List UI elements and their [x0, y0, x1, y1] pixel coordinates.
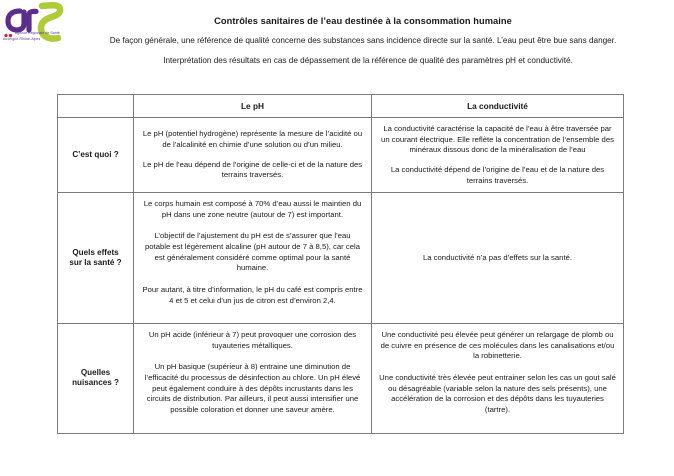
logo-a-stroke — [8, 11, 24, 30]
row-label-effets-sante: Quels effets sur la santé ? — [58, 193, 134, 324]
row-label-cest-quoi: C’est quoi ? — [58, 118, 134, 193]
row-label-nuisances: Quelles nuisances ? — [58, 324, 134, 433]
column-header-conductivity: La conductivité — [372, 95, 624, 118]
page-title: Contrôles sanitaires de l’eau destinée à la consommation humaine — [214, 16, 512, 26]
document-header — [57, 16, 669, 67]
intro-paragraph-2: Interprétation des résultats en cas de dépassement de la référence de qualité des paramètres pH et conductivité. — [163, 56, 573, 66]
paragraph: La conductivité n’a pas d’effets sur la santé. — [422, 252, 572, 262]
paragraph: L’objectif de l’ajustement du pH est de s’assurer que l’eau potable est légèrement alcaline (pH autour de 7 à 8,5), car cela est généralement considéré comme optimal pour la santé humaine. — [145, 231, 360, 273]
paragraph: Une conductivité peu élevée peut générer un relargage de plomb ou de cuivre en présence de ces molécules dans les canalisations et/ou la robinetterie. — [380, 330, 615, 361]
table-row — [58, 324, 624, 433]
cell-ph-nuisances — [134, 324, 372, 433]
comparison-table-wrap — [57, 94, 623, 434]
comparison-table — [57, 94, 624, 434]
logo-region: Auvergne-Rhône-Alpes — [3, 37, 41, 41]
cell-conductivity-nuisances — [372, 324, 624, 433]
paragraph: Un pH basique (supérieur à 8) entraine une diminution de l’efficacité du processus de désinfection au chlore. Un pH élevé peut également conduire à des dépôts incrustants dans les circuits de distribution. Par ailleurs, il peut aussi intensifier une possible coloration et donner une saveur amère. — [144, 362, 361, 414]
intro-paragraph-1: De façon générale, une référence de qualité concerne des substances sans incidence directe sur la santé. L’eau peut être bue sans danger. — [109, 36, 617, 46]
paragraph: Une conductivité très élevée peut entrainer selon les cas un gout salé ou désagréable (variable selon la nature des sels présents), une accélération de la corrosion et des dépôts dans les tuyauteries (tartre). — [379, 373, 616, 414]
paragraph: Le corps humain est composé à 70% d’eau aussi le maintien du pH dans une zone neutre (autour de 7) est important. — [143, 199, 362, 219]
table-row — [58, 193, 624, 324]
cell-conductivity-cest-quoi — [372, 118, 624, 193]
cell-conductivity-effets-sante — [372, 193, 624, 324]
logo-r-stroke — [29, 11, 36, 30]
paragraph: Pour autant, à titre d’information, le pH du café est compris entre 4 et 5 et celui d’un jus de citron est d’environ 2,4. — [142, 284, 363, 305]
paragraph: Un pH acide (inférieur à 7) peut provoquer une corrosion des tuyauteries métalliques. — [148, 330, 357, 350]
paragraph: Le pH (potentiel hydrogène) représente la mesure de l’acidité ou de l’alcalinité en chimie d’une solution ou d’un milieu. — [142, 129, 363, 149]
cell-ph-effets-sante — [134, 193, 372, 324]
table-row — [58, 118, 624, 193]
column-header-blank — [58, 95, 134, 118]
paragraph: Le pH de l’eau dépend de l’origine de celle-ci et de la nature des terrains traversés. — [142, 159, 363, 180]
logo-tagline: Agence Régionale de Santé — [15, 31, 60, 35]
paragraph: La conductivité caractérise la capacité de l’eau à être traversée par un courant électrique. Elle reflète la concentration de l’ensemble des minéraux dissous donc de la minéralisation de l’eau — [381, 124, 614, 155]
cell-ph-cest-quoi — [134, 118, 372, 193]
column-header-ph: Le pH — [134, 95, 372, 118]
table-header-row — [58, 95, 624, 118]
paragraph: La conductivité dépend de l’origine de l’eau et de la nature des terrains traversés. — [390, 164, 605, 185]
